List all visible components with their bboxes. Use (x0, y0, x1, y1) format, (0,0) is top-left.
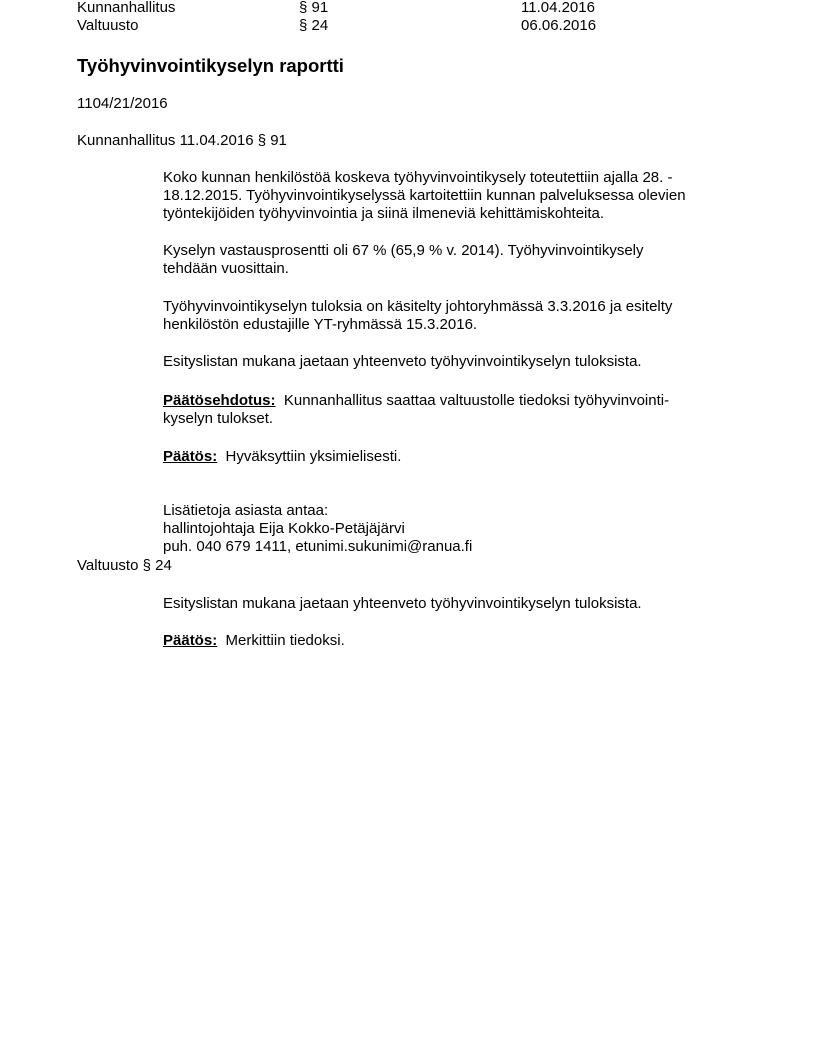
proposal-text: kyselyn tulokset. (163, 410, 274, 427)
paragraph-line: Esityslistan mukana jaetaan yhteenveto työhyvinvointikyselyn tuloksista. (163, 353, 642, 370)
header-body: Kunnanhallitus (77, 0, 176, 16)
paragraph-line: Esityslistan mukana jaetaan yhteenveto työhyvinvointikyselyn tuloksista. (163, 595, 642, 612)
decision-text: Hyväksyttiin yksimielisesti. (225, 448, 402, 465)
page-title: Työhyvinvointikyselyn raportti (77, 55, 344, 76)
proposal-text: Kunnanhallitus saattaa valtuustolle tiedoksi työhyvinvointi- (283, 392, 670, 409)
contact-line: hallintojohtaja Eija Kokko-Petäjäjärvi (163, 520, 405, 537)
paragraph-line: tehdään vuosittain. (163, 260, 289, 277)
vt-heading: Valtuusto § 24 (77, 557, 172, 574)
decision-text: Merkittiin tiedoksi. (225, 632, 345, 649)
record-number: 1104/21/2016 (77, 95, 168, 112)
header-date: 06.06.2016 (521, 17, 597, 34)
paragraph-line: työntekijöiden työhyvinvointia ja siinä ilmeneviä kehittämiskohteita. (163, 205, 605, 222)
kh-heading: Kunnanhallitus 11.04.2016 § 91 (77, 132, 287, 149)
paragraph-line: henkilöstön edustajille YT-ryhmässä 15.3.2016. (163, 316, 478, 333)
paragraph-line: Koko kunnan henkilöstöä koskeva työhyvinvointikysely toteutettiin ajalla 28. - (163, 169, 673, 186)
contact-line: puh. 040 679 1411, etunimi.sukunimi@ranua.fi (163, 538, 473, 555)
header-body: Valtuusto (77, 17, 139, 34)
header-date: 11.04.2016 (521, 0, 595, 16)
paragraph-line: Kyselyn vastausprosentti oli 67 % (65,9 % v. 2014). Työhyvinvointikysely (163, 242, 644, 259)
paragraph-line: 18.12.2015. Työhyvinvointikyselyssä kartoitettiin kunnan palveluksessa olevien (163, 187, 686, 204)
decision-label: Päätös: (163, 448, 218, 465)
proposal-label: Päätösehdotus: (163, 392, 276, 409)
decision-label: Päätös: (163, 632, 218, 649)
contact-line: Lisätietoja asiasta antaa: (163, 502, 329, 519)
header-section: § 91 (299, 0, 329, 16)
decision-line (163, 632, 345, 650)
paragraph-line: Työhyvinvointikyselyn tuloksia on käsitelty johtoryhmässä 3.3.2016 ja esitelty (163, 298, 673, 315)
header-section: § 24 (299, 17, 329, 34)
decision-line (163, 448, 401, 466)
proposal-line (163, 392, 669, 410)
